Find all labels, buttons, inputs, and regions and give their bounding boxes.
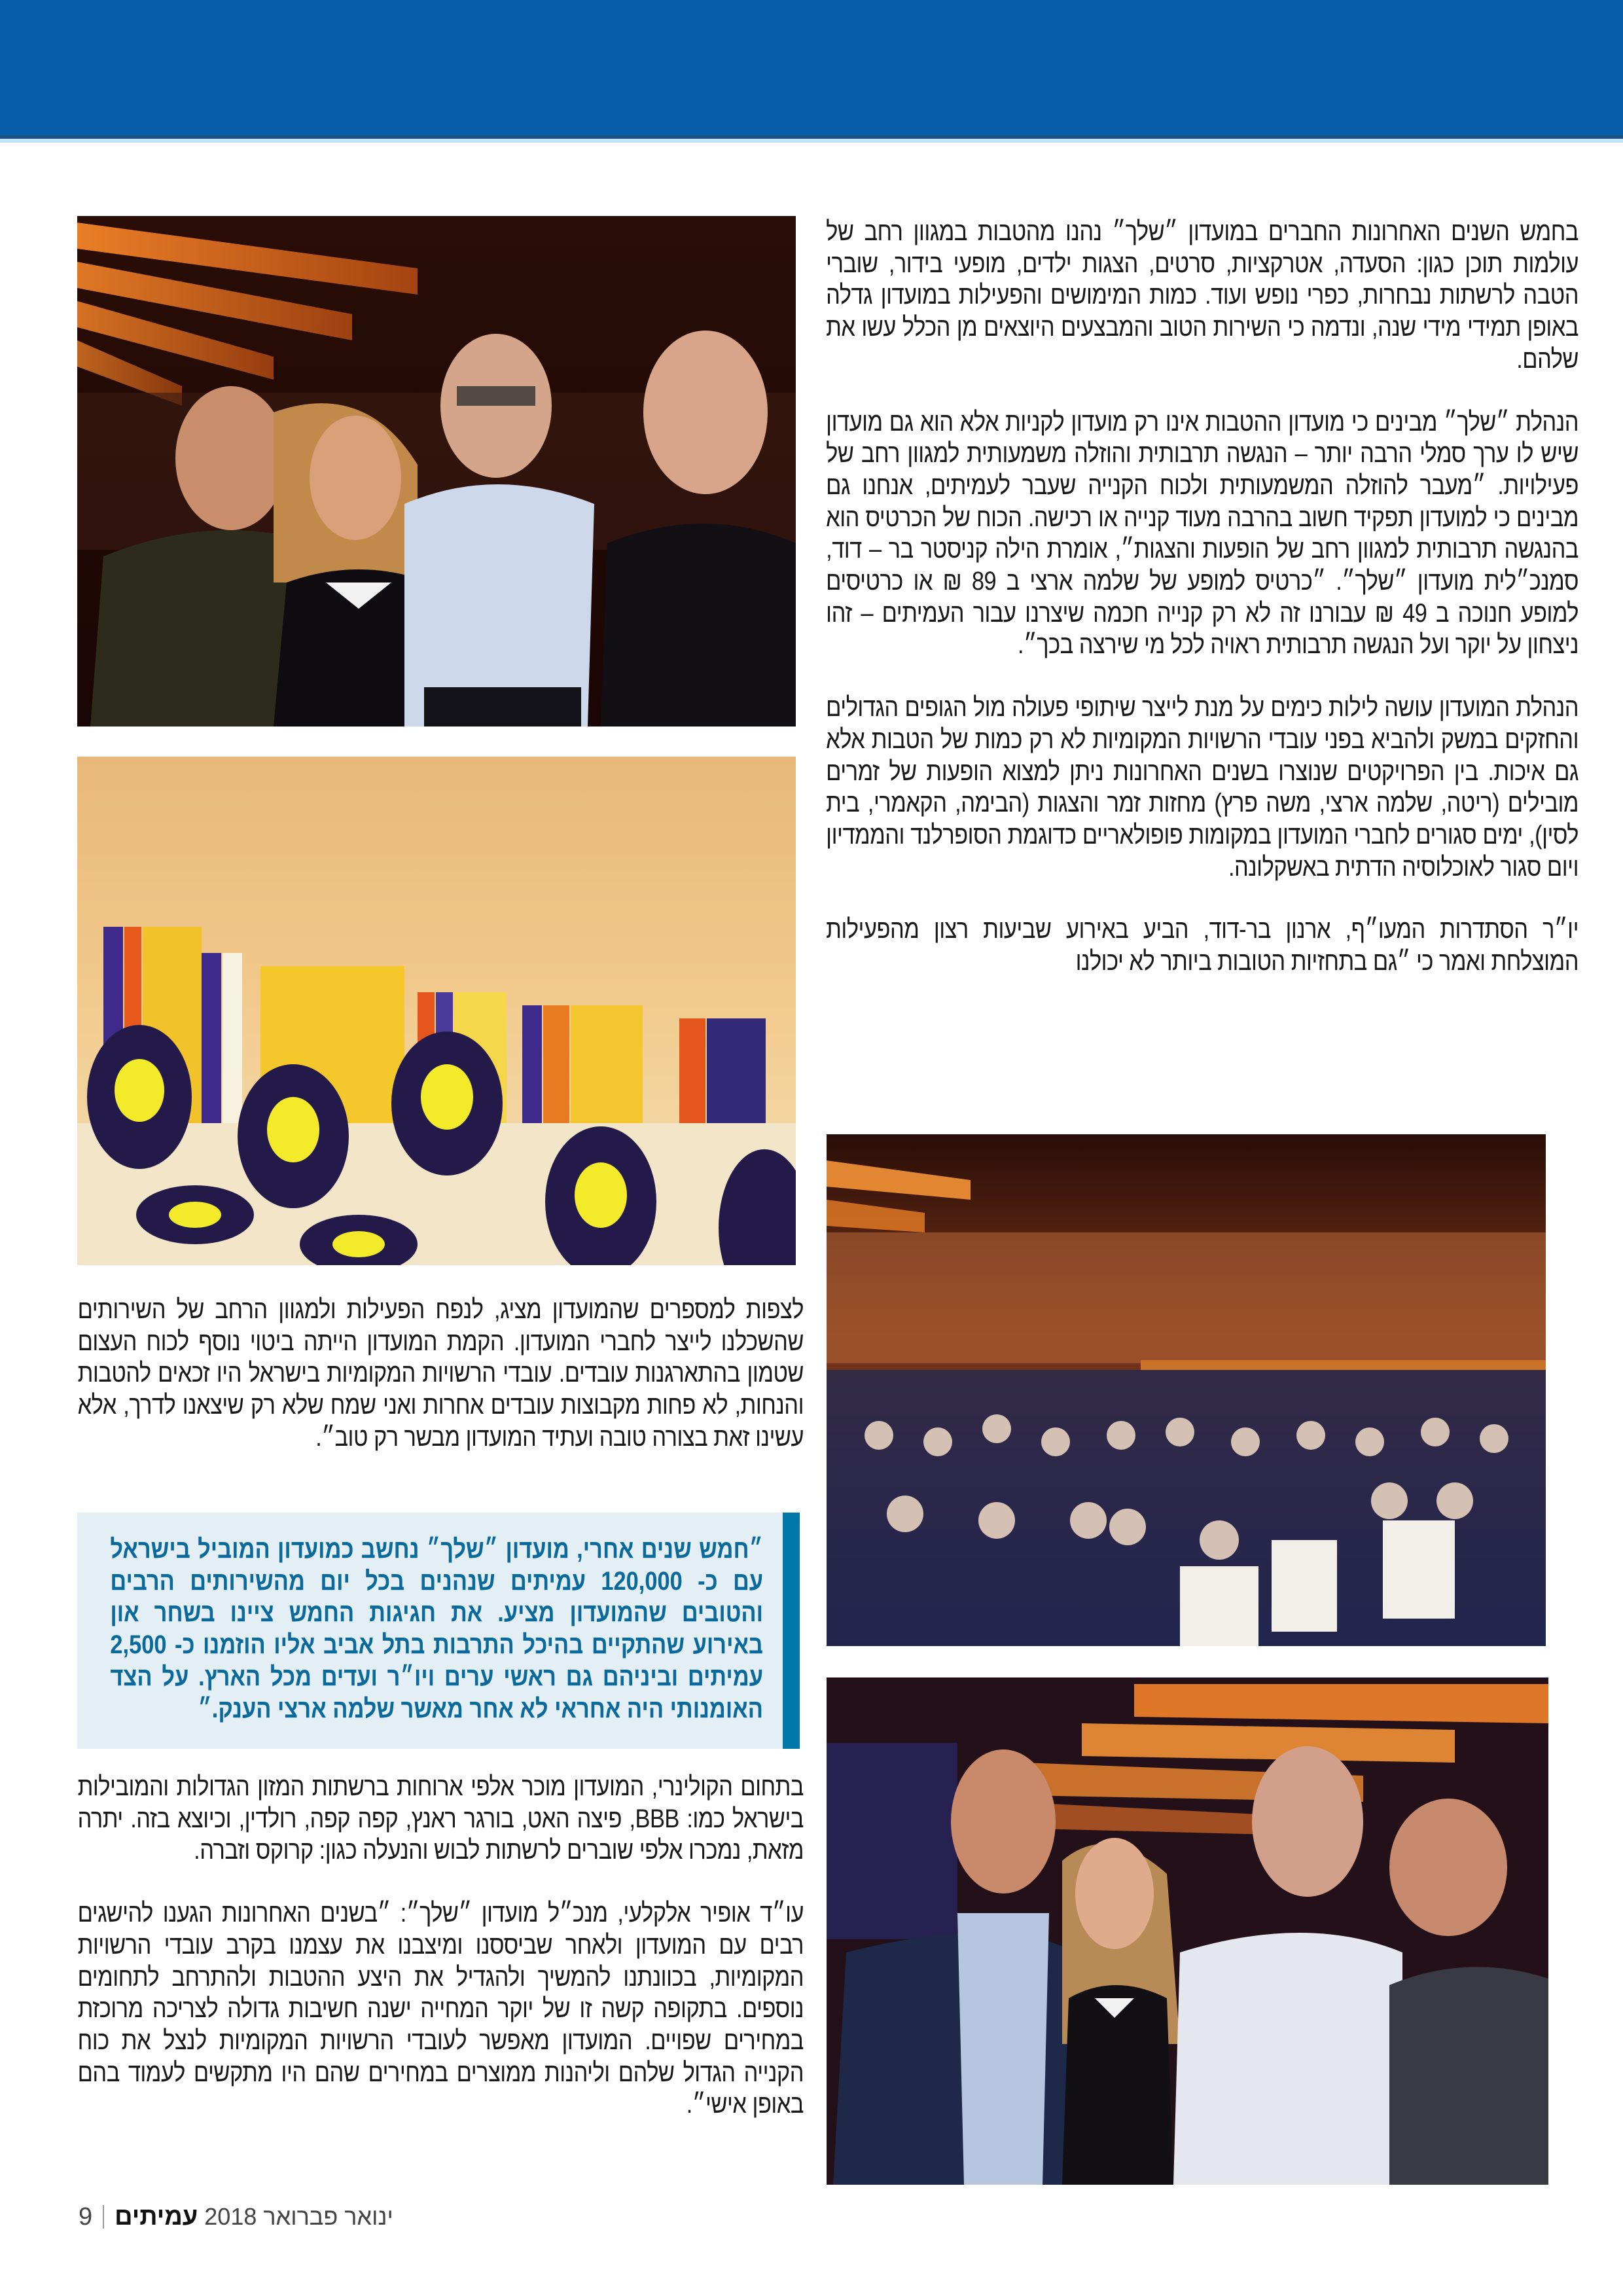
paragraph: בחמש השנים האחרונות החברים במועדון ״שלך״ נהנו מהטבות במגוון רחב של עולמות תוכן כגון: הסעדה, אטרקציות, סרטים, הצגות ילדים, מופעי בידור, שוברי הטבה לרשתות נבחרות, כפרי נופש ועוד. כמות המימושים והפעילות במועדון גדלה באופן תמידי מידי שנה, ונדמה כי השירות הטוב והמבצעים היוצאים מן הכלל עשו את שלהם. (826, 217, 1578, 374)
paragraph: בתחום הקולינרי, המועדון מוכר אלפי ארוחות ברשתות המזון הגדולות והמובילות בישראל כמו: BBB, פיצה האט, בורגר ראנץ, קפה קפה, רולדין, וכיוצא בזה. יתרה מזאת, נמכרו אלפי שוברים לרשתות לבוש והנעלה כגון: קרוקס וזברה. (77, 1772, 804, 1865)
paragraph: הנהלת ״שלך״ מבינים כי מועדון ההטבות אינו רק מועדון לקניות אלא הוא גם מועדון שיש לו ערך סמלי הרבה יותר – הנגשה תרבותית והוזלה משמעותית למגוון רחב של פעילויות. ״מעבר להוזלה המשמעותית ולכוח הקנייה שעבר לעמיתים, אנחנו גם מבינים כי למועדון תפקיד חשוב בהרבה מעוד קנייה או רכישה. הכוח של הכרטיס הוא בהנגשה תרבותית למגוון רחב של הופעות והצגות״, אומרת הילה קניסטר בר – דוד, סמנכ״לית מועדון ״שלך״. ״כרטיס למופע של שלמה ארצי ב 89 ₪ או כרטיסים למופע חנוכה ב 49 ₪ עבורנו זה לא רק קנייה חכמה שיצרנו עבור העמיתים – זהו ניצחון על יוקר ועל הנגשה תרבותית ראויה לכל מי שירצה בכך״. (826, 407, 1579, 660)
article-column-left-bottom (77, 1771, 804, 2121)
header-stripe (0, 139, 1623, 143)
paragraph: הנהלת המועדון עושה לילות כימים על מנת לייצר שיתופי פעולה מול הגופים הגדולים והחזקים במשק ולהביא בפני עובדי הרשויות המקומיות לא רק כמות של הטבות אלא גם איכות. בין הפרויקטים שנוצרו בשנים האחרונות ניתן למצוא הופעות של זמרים מובילים (ריטה, שלמה ארצי, משה פרץ) מחזות זמר והצגות (הבימה, הקאמרי, בית לסין), ימים סגורים לחברי המועדון במקומות פופולאריים כדוגמת הסופרלנד והממדיון ויום סגור לאוכלוסיה הדתית באשקלונה. (826, 693, 1578, 882)
article-column-right (826, 216, 1578, 978)
pull-quote-text: ״חמש שנים אחרי, מועדון ״שלך״ נחשב כמועדון המוביל בישראל עם כ- 120,000 עמיתים שנהנים בכל יום מהשירותים הרבים והטובים שהמועדון מציע. את חגיגות החמש ציינו בשחר און באירוע שהתקיים בהיכל התרבות בתל אביב אליו הוזמנו כ- 2,500 עמיתים וביניהם גם ראשי ערים ויו״ר ועדים מכל הארץ. על הצד האומנותי היה אחראי לא אחר מאשר שלמה ארצי הענק.״ (110, 1535, 763, 1723)
photo-hanukkah-candle-boxes (77, 757, 796, 1265)
paragraph: לצפות למספרים שהמועדון מציג, לנפח הפעילות ולמגוון הרחב של השירותים שהשכלנו לייצר לחברי המועדון. הקמת המועדון הייתה ביטוי נוסף לכוח העצום שטמון בהתארגנות עובדים. עובדי הרשויות המקומיות בישראל היו זכאים להטבות והנחות, לא פחות מקבוצות עובדים אחרות ואני שמח שלא רק שיצאנו לדרך, אלא עשינו זאת בצורה טובה ועתיד המועדון מבשר רק טוב״. (77, 1295, 804, 1452)
pull-quote-accent-bar (783, 1513, 800, 1749)
footer-divider (103, 2205, 104, 2229)
header-bar (0, 0, 1623, 135)
issue-date: ינואר פברואר 2018 (204, 2203, 393, 2230)
photo-group-four-people-hall (77, 216, 796, 726)
pull-quote-box (77, 1513, 800, 1749)
magazine-name: עמיתים (115, 2202, 198, 2231)
page-number: 9 (79, 2202, 93, 2231)
page-footer (79, 2200, 393, 2233)
paragraph: יו״ר הסתדרות המעו״ף, ארנון בר-דוד, הביע באירוע שביעות רצון מהפעילות המוצלחת ואמר כי ״גם בתחזיות הטובות ביותר לא יכולנו (826, 915, 1578, 977)
article-column-left-top (77, 1294, 804, 1454)
photo-audience-auditorium (827, 1134, 1546, 1646)
paragraph: עו״ד אופיר אלקלעי, מנכ״ל מועדון ״שלך״: ״בשנים האחרונות הגענו להישגים רבים עם המועדון ולאחר שביססנו ומיצבנו את עצמנו בקרב עובדי הרשויות המקומיות, בכוונתנו להמשיך ולהגדיל את היצע ההטבות ולהתרחב לתחומים נוספים. בתקופה קשה זו של יוקר המחייה ישנה חשיבות גדולה לצריכה מרוכזת במחירים שפויים. המועדון מאפשר לעובדי הרשויות המקומיות לנצל את כוח הקנייה הגדול שלהם וליהנות ממוצרים במחירים שהם היו מתקשים לעמוד בהם באופן אישי״. (77, 1899, 804, 2119)
photo-group-four-people-event (827, 1677, 1548, 2185)
